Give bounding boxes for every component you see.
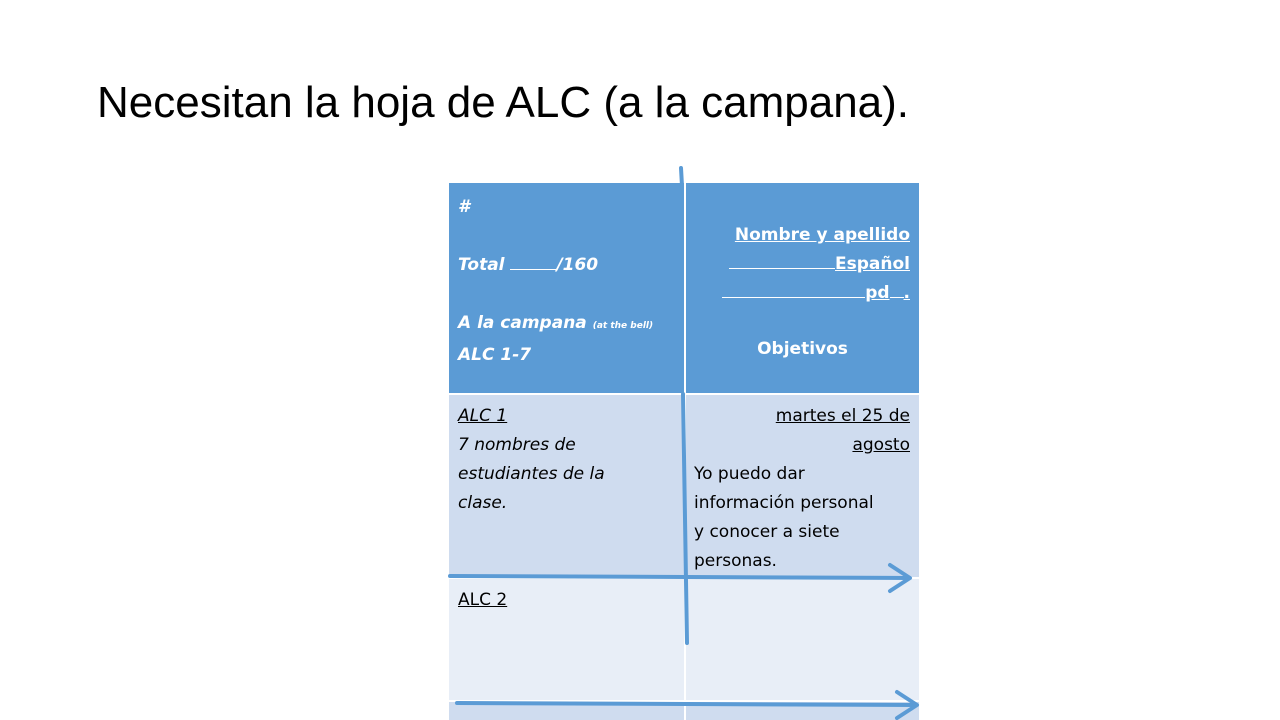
period-line	[686, 279, 910, 308]
row-1-objective-line-1: Yo puedo dar	[694, 464, 805, 484]
campana-line	[458, 309, 684, 341]
number-sign: #	[458, 197, 470, 217]
row-1-right-cell	[686, 395, 919, 577]
row-3-left-cell	[449, 702, 684, 720]
class-line	[686, 250, 910, 279]
objectives-label: Objetivos	[757, 339, 848, 359]
row-1-left-line-2: estudiantes de la	[458, 464, 605, 484]
period-blank-1	[722, 297, 865, 298]
period-blank-2	[890, 297, 904, 298]
header-right-cell	[686, 183, 919, 393]
class-blank	[729, 268, 835, 269]
row-1-objective-line-3: y conocer a siete	[694, 522, 840, 542]
total-line	[458, 251, 684, 280]
total-blank	[510, 269, 556, 270]
slide-title: Necesitan la hoja de ALC (a la campana).	[97, 78, 910, 127]
campana-label: A la campana	[458, 313, 587, 333]
campana-note: (at the bell)	[592, 321, 654, 331]
row-1-objective-line-4: personas.	[694, 551, 777, 571]
row-1-title: ALC 1	[458, 406, 508, 426]
row-2-right-cell	[686, 579, 919, 700]
total-prefix: Total	[458, 255, 505, 275]
total-suffix: /160	[556, 255, 599, 275]
class-label: Español	[835, 254, 910, 274]
name-label: Nombre y apellido	[734, 225, 910, 245]
period-end: .	[903, 283, 910, 303]
row-1-left-cell	[449, 395, 684, 577]
row-1-left-line-3: clase.	[458, 493, 508, 513]
row-1-date-line-1: martes el 25 de	[775, 406, 910, 426]
row-1-left-line-1: 7 nombres de	[458, 435, 576, 455]
row-1-objective-line-2: información personal	[694, 493, 874, 513]
row-2-title: ALC 2	[458, 590, 508, 610]
period-label: pd	[865, 283, 890, 303]
row-2-left-cell	[449, 579, 684, 700]
row-3-right-cell	[686, 702, 919, 720]
row-1-date-line-2: agosto	[852, 435, 910, 455]
alc-range: ALC 1-7	[458, 345, 532, 365]
header-left-cell	[449, 183, 684, 393]
